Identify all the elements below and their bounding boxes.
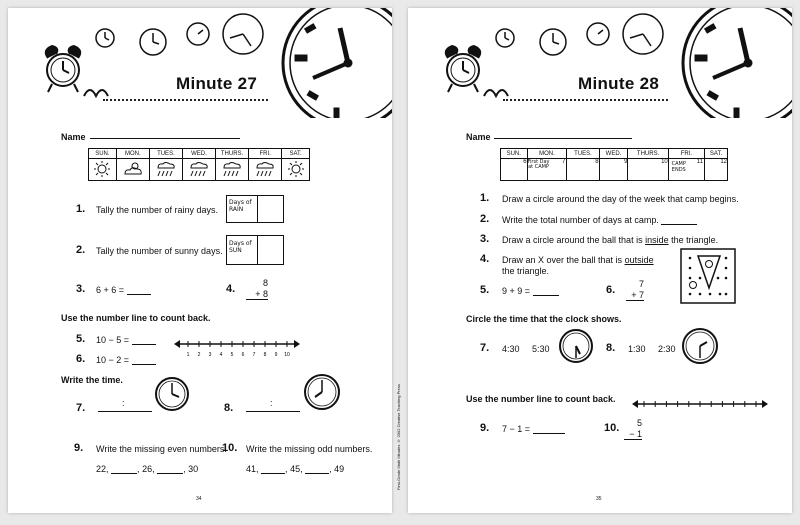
q2-number: 2. [76, 244, 86, 256]
q1-number: 1. [76, 203, 86, 215]
q5-text: 10 − 5 = [96, 335, 130, 345]
section-number-line: Use the number line to count back. [466, 394, 616, 404]
q5-problem [96, 335, 156, 345]
day-tues: TUES. [149, 149, 182, 159]
day-mon: MON. [527, 149, 567, 159]
date-cell[interactable] [599, 159, 628, 181]
seq-value: 26, [142, 464, 155, 474]
q10-bottom: − 1 [624, 429, 642, 440]
q6-number: 6. [76, 353, 86, 365]
date-cell[interactable] [705, 159, 728, 181]
camp-calendar [500, 148, 728, 181]
sun-icon [89, 159, 117, 181]
peg-dots [689, 257, 728, 296]
q9-answer-blank[interactable] [533, 424, 565, 434]
number-line [172, 338, 302, 360]
sun-tally-box[interactable] [226, 235, 284, 265]
q3-text-b: the triangle. [668, 235, 719, 245]
q4-top: 8 [262, 278, 268, 288]
day-thurs: THURS. [628, 149, 668, 159]
day-thurs: THURS. [216, 149, 249, 159]
section-number-line: Use the number line to count back. [61, 313, 211, 323]
seq-blank[interactable] [305, 464, 329, 474]
number-line [630, 398, 770, 420]
q8-number: 8. [224, 402, 234, 414]
q4-text-line2: the triangle. [502, 266, 550, 276]
day-mon: MON. [116, 149, 149, 159]
q5-number: 5. [76, 333, 86, 345]
day-wed: WED. [182, 149, 215, 159]
day-fri: FRI. [668, 149, 704, 159]
q6-bottom: + 7 [626, 290, 644, 301]
q4-number: 4. [226, 283, 236, 295]
date-cell[interactable] [628, 159, 668, 181]
q3-text: 6 + 6 = [96, 285, 125, 295]
day-sun: SUN. [501, 149, 528, 159]
page-title: Minute 28 [578, 74, 660, 93]
q7-number: 7. [76, 402, 86, 414]
page-number: 35 [596, 496, 602, 502]
q9-sequence [96, 464, 198, 474]
seq-value: 41, [246, 464, 259, 474]
q7-answer-line[interactable] [98, 411, 152, 412]
alarm-clock-icon [446, 46, 481, 92]
name-label: Name [466, 132, 491, 142]
seq-value: 45, [290, 464, 303, 474]
q3-text-a: Draw a circle around the ball that is [502, 235, 646, 245]
name-label: Name [61, 132, 86, 142]
date-cell[interactable] [668, 159, 704, 181]
q7-colon: : [122, 398, 125, 408]
triangle-balls-figure[interactable] [680, 248, 736, 304]
q4-underlined: outside [624, 255, 654, 265]
seq-value: 22, [96, 464, 109, 474]
q9-text: 7 − 1 = [502, 424, 531, 434]
page-title: Minute 27 [176, 74, 258, 93]
q9-problem [502, 424, 565, 434]
squiggle-icon [84, 90, 108, 96]
clock-icon [680, 326, 720, 366]
q6-text: 10 − 2 = [96, 355, 130, 365]
date-number: 6 [523, 159, 527, 165]
q1-text: Tally the number of rainy days. [96, 205, 219, 215]
q6-top: 7 [638, 279, 644, 289]
title-underline [503, 99, 668, 101]
ball-inside-icon [706, 261, 713, 268]
q8-colon: : [270, 398, 273, 408]
day-tues: TUES. [567, 149, 599, 159]
date-number: 12 [720, 159, 727, 165]
q3-problem [96, 285, 151, 295]
small-clocks-icon [96, 14, 263, 55]
number-line-label: 8 [263, 352, 267, 358]
seq-comma: , [329, 464, 332, 474]
left-worksheet-page [8, 8, 392, 513]
q5-number: 5. [480, 284, 490, 296]
q4-bottom: + 8 [246, 289, 268, 300]
number-line-label: 7 [252, 352, 256, 358]
squiggle-icon [484, 90, 508, 96]
seq-blank[interactable] [261, 464, 285, 474]
big-clock-icon [283, 8, 392, 118]
q10-text: Write the missing odd numbers. [246, 444, 373, 454]
name-field[interactable] [90, 138, 240, 139]
q1-text: Draw a circle around the day of the week that camp begins. [502, 194, 739, 204]
sun-icon [282, 159, 310, 181]
q10-number: 10. [222, 442, 238, 454]
q8-answer-line[interactable] [246, 411, 300, 412]
number-line-label: 6 [241, 352, 245, 358]
q6-problem [96, 355, 156, 365]
rain-tally-box[interactable] [226, 195, 284, 223]
day-fri: FRI. [249, 149, 282, 159]
q5-answer-blank[interactable] [132, 335, 156, 345]
date-number: 10 [661, 159, 668, 165]
q2-text: Tally the number of sunny days. [96, 246, 223, 256]
q5-answer-blank[interactable] [533, 286, 559, 296]
number-line-label: 1 [186, 352, 190, 358]
seq-comma: , [285, 464, 288, 474]
q10-top: 5 [636, 418, 642, 428]
seq-comma: , [183, 464, 186, 474]
header-clock-art [408, 8, 792, 118]
ball-outside-icon [690, 282, 697, 289]
date-number: 11 [696, 159, 704, 165]
cloud-sun-icon [116, 159, 149, 181]
camp-end-note: CAMP ENDS [671, 161, 686, 173]
q3-text [502, 235, 718, 245]
right-worksheet-page [408, 8, 792, 513]
date-number: 9 [624, 159, 628, 165]
q3-underlined: inside [645, 235, 669, 245]
sun-tally-label: Days of SUN [229, 240, 252, 254]
date-cell[interactable] [527, 159, 567, 181]
q4-text-line1 [502, 255, 654, 265]
page-number: 34 [196, 496, 202, 502]
q1-number: 1. [480, 192, 490, 204]
q2-text: Write the total number of days at camp. [502, 215, 659, 225]
q3-number: 3. [76, 283, 86, 295]
name-field[interactable] [494, 138, 632, 139]
rain-icon [216, 159, 249, 181]
q8-option-b[interactable]: 2:30 [658, 344, 676, 354]
q2-answer-blank[interactable] [661, 215, 697, 225]
seq-comma: , [137, 464, 140, 474]
q4-text-a: Draw an X over the ball that is [502, 255, 625, 265]
number-line-label: 4 [219, 352, 223, 358]
date-number: 7 [561, 159, 566, 165]
q6-number: 6. [606, 284, 616, 296]
alarm-clock-icon [46, 46, 81, 92]
date-cell[interactable] [567, 159, 599, 181]
seq-value: 30 [188, 464, 199, 474]
seq-blank[interactable] [111, 464, 137, 474]
q7-option-b[interactable]: 5:30 [532, 344, 550, 354]
big-clock-icon [683, 8, 792, 118]
rain-icon [249, 159, 282, 181]
number-line-label: 5 [230, 352, 234, 358]
q2-problem [502, 215, 697, 225]
q7-number: 7. [480, 342, 490, 354]
day-wed: WED. [599, 149, 628, 159]
clock-icon [154, 376, 190, 412]
q2-number: 2. [480, 213, 490, 225]
day-sat: SAT. [282, 149, 310, 159]
q6-answer-blank[interactable] [132, 355, 156, 365]
number-line-label: 2 [197, 352, 201, 358]
seq-blank[interactable] [157, 464, 183, 474]
q9-text: Write the missing even numbers. [96, 444, 227, 454]
number-line-label: 9 [274, 352, 278, 358]
q5-text: 9 + 9 = [502, 286, 531, 296]
small-clocks-icon [496, 14, 663, 55]
q5-problem [502, 286, 559, 296]
q3-answer-blank[interactable] [127, 285, 151, 295]
q8-number: 8. [606, 342, 616, 354]
number-line-label: 3 [208, 352, 212, 358]
header-clock-art [8, 8, 392, 118]
rain-icon [149, 159, 182, 181]
q9-number: 9. [480, 422, 490, 434]
rain-icon [182, 159, 215, 181]
clock-icon [302, 372, 342, 412]
q8-option-a[interactable]: 1:30 [628, 344, 646, 354]
title-underline [103, 99, 268, 101]
q4-number: 4. [480, 253, 490, 265]
date-cell[interactable] [501, 159, 528, 181]
q10-number: 10. [604, 422, 620, 434]
weather-calendar [88, 148, 310, 181]
q3-number: 3. [480, 233, 490, 245]
section-circle-time: Circle the time that the clock shows. [466, 314, 622, 324]
day-sat: SAT. [705, 149, 728, 159]
spine-copyright: First-Grade Math Minutes © 2002 Creative Teaching Press [396, 384, 401, 490]
section-write-time: Write the time. [61, 375, 123, 385]
rain-tally-label: Days of RAIN [229, 199, 252, 213]
day-sun: SUN. [89, 149, 117, 159]
number-line-label: 10 [284, 352, 290, 358]
q9-number: 9. [74, 442, 84, 454]
q7-option-a[interactable]: 4:30 [502, 344, 520, 354]
date-number: 8 [595, 159, 599, 165]
clock-icon [558, 328, 594, 364]
q10-sequence [246, 464, 344, 474]
camp-start-note: First Day at CAMP [527, 159, 550, 170]
seq-value: 49 [334, 464, 345, 474]
